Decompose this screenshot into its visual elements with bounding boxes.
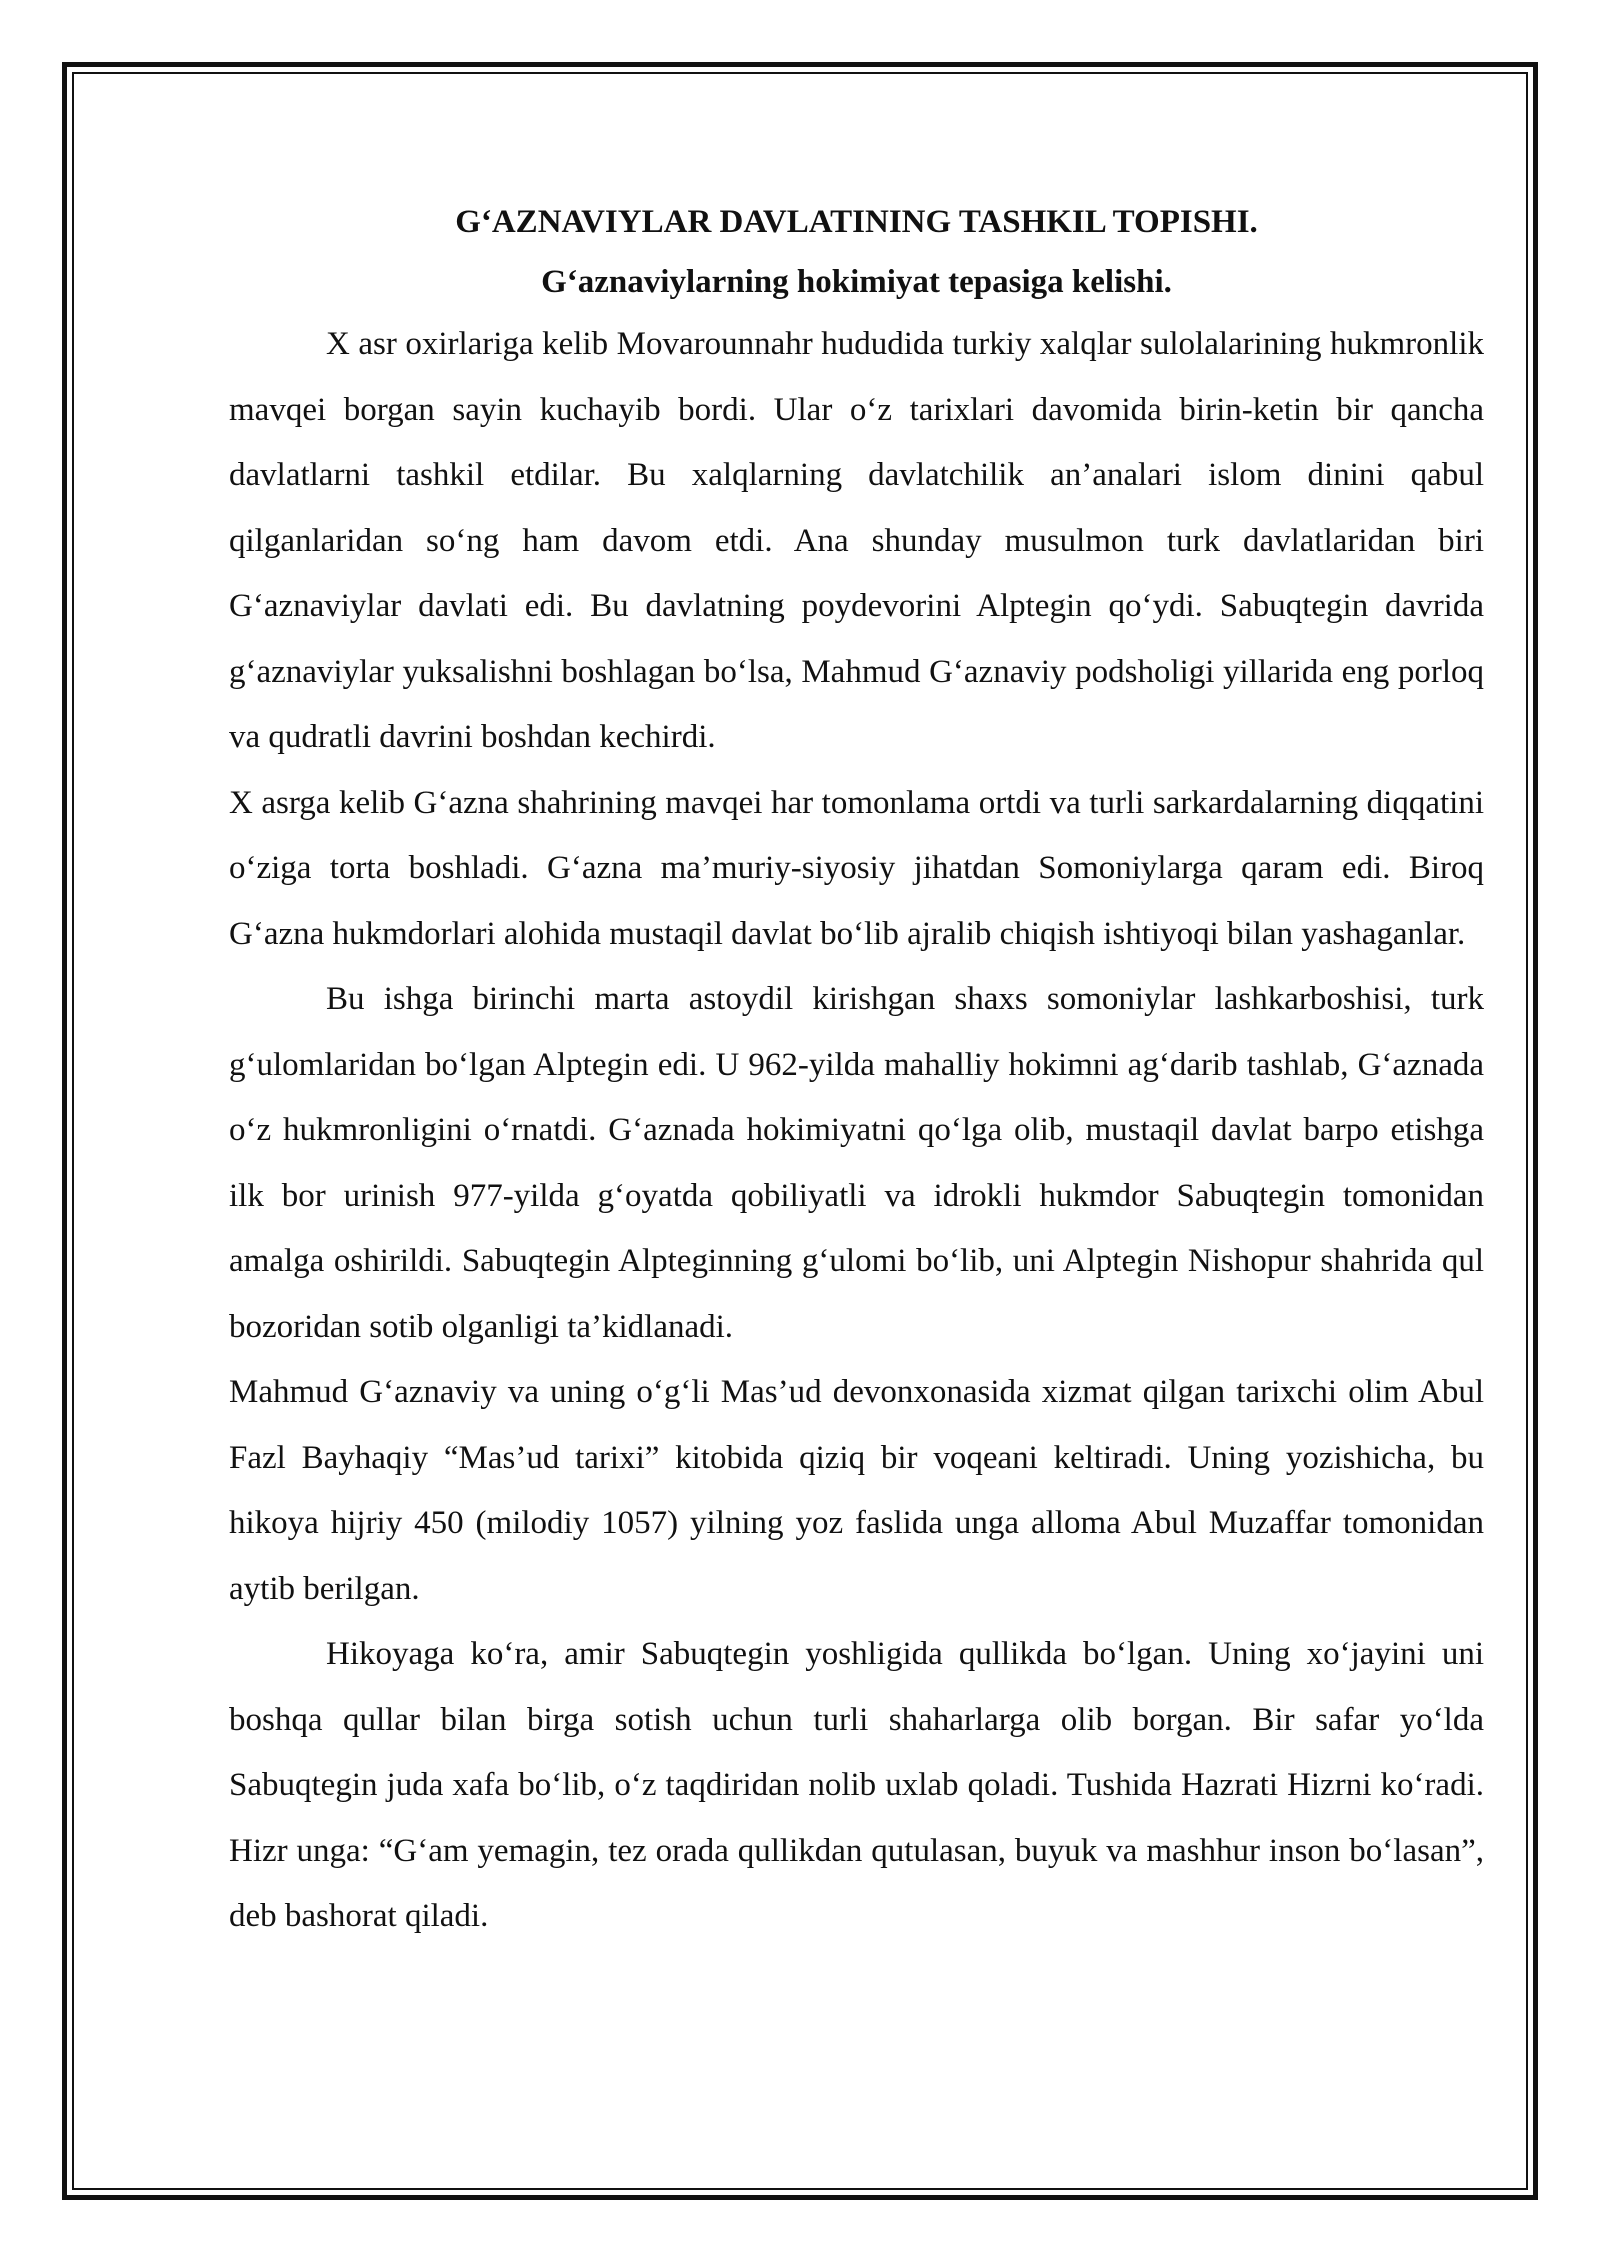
document-subtitle: G‘aznaviylarning hokimiyat tepasiga kelishi. — [541, 264, 1172, 300]
paragraph-1: X asr oxirlariga kelib Movarounnahr hududida turkiy xalqlar sulolalarining hukmronlik mavqei borgan sayin kuchayib bordi. Ular o‘z tarixlari davomida birin-ketin bir qancha davlatlarni tashkil etdilar. Bu xalqlarning davlatchilik an’analari islom dinini qabul qilganlaridan so‘ng ham davom etdi. Ana shunday musulmon turk davlatlaridan biri G‘aznaviylar davlati edi. Bu davlatning poydevorini Alptegin qo‘ydi. Sabuqtegin davrida g‘aznaviylar yuksalishni boshlagan bo‘lsa, Mahmud G‘aznaviy podsholigi yillarida eng porloq va qudratli davrini boshdan kechirdi. — [229, 326, 1484, 755]
paragraph-4: Mahmud G‘aznaviy va uning o‘g‘li Mas’ud devonxonasida xizmat qilgan tarixchi olim Abul Fazl Bayhaqiy “Mas’ud tarixi” kitobida qiziq bir voqeani keltiradi. Uning yozishicha, bu hikoya hijriy 450 (milodiy 1057) yilning yoz faslida unga alloma Abul Muzaffar tomonidan aytib berilgan. — [229, 1374, 1484, 1607]
paragraph-5: Hikoyaga ko‘ra, amir Sabuqtegin yoshligida qullikda bo‘lgan. Uning xo‘jayini uni boshqa qullar bilan birga sotish uchun turli shaharlarga olib borgan. Bir safar yo‘lda Sabuqtegin juda xafa bo‘lib, o‘z taqdiridan nolib uxlab qoladi. Tushida Hazrati Hizrni ko‘radi. Hizr unga: “G‘am yemagin, tez orada qullikdan qutulasan, buyuk va mashhur inson bo‘lasan”, deb bashorat qiladi. — [229, 1636, 1484, 1934]
document-title: G‘AZNAVIYLAR DAVLATINING TASHKIL TOPISHI. — [455, 204, 1258, 240]
paragraph-2: X asrga kelib G‘azna shahrining mavqei har tomonlama ortdi va turli sarkardalarning diqqatini o‘ziga torta boshladi. G‘azna ma’muriy-siyosiy jihatdan Somoniylarga qaram edi. Biroq G‘azna hukmdorlari alohida mustaqil davlat bo‘lib ajralib chiqish ishtiyoqi bilan yashaganlar. — [229, 784, 1484, 952]
document-body — [229, 192, 1484, 1950]
paragraph-3: Bu ishga birinchi marta astoydil kirishgan shaxs somoniylar lashkarboshisi, turk g‘ulomlaridan bo‘lgan Alptegin edi. U 962-yilda mahalliy hokimni ag‘darib tashlab, G‘aznada o‘z hukmronligini o‘rnatdi. G‘aznada hokimiyatni qo‘lga olib, mustaqil davlat barpo etishga ilk bor urinish 977-yilda g‘oyatda qobiliyatli va idrokli hukmdor Sabuqtegin tomonidan amalga oshirildi. Sabuqtegin Alpteginning g‘ulomi bo‘lib, uni Alptegin Nishopur shahrida qul bozoridan sotib olganligi ta’kidlanadi. — [229, 981, 1484, 1345]
